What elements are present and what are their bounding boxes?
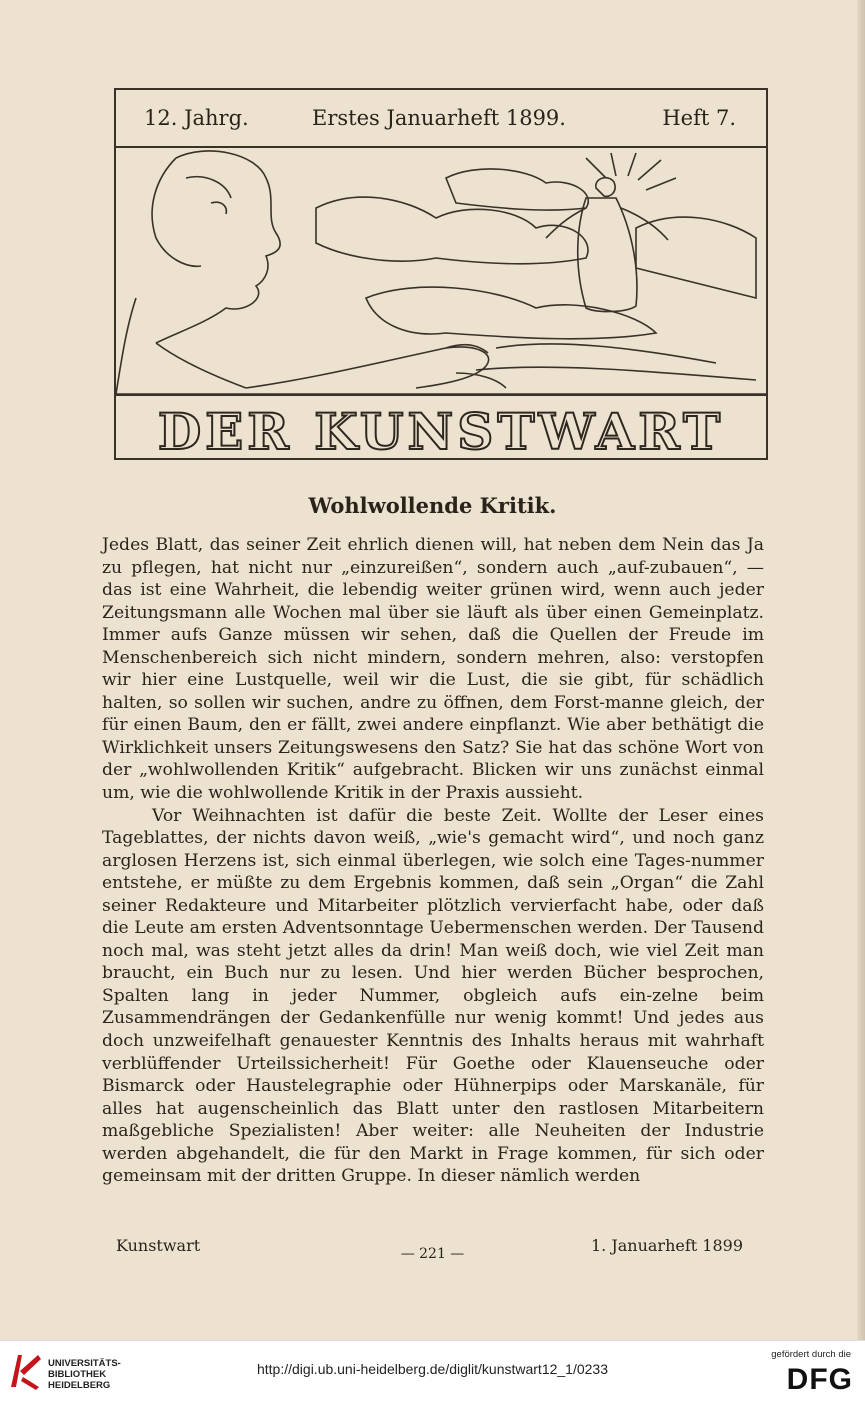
masthead-title: DER KUNSTWART bbox=[157, 402, 725, 461]
masthead-banner bbox=[116, 394, 766, 460]
footer-issue: 1. Januarheft 1899 bbox=[590, 1236, 743, 1255]
masthead-illustration bbox=[116, 148, 766, 394]
article-title: Wohlwollende Kritik. bbox=[308, 493, 557, 518]
masthead-frame bbox=[114, 88, 768, 460]
university-library-name: UNIVERSITÄTS- BIBLIOTHEK HEIDELBERG bbox=[48, 1358, 121, 1391]
volume-label: 12. Jahrg. bbox=[144, 106, 249, 130]
funding-note: gefördert durch die bbox=[771, 1349, 851, 1360]
issue-header bbox=[116, 90, 766, 148]
paragraph: Vor Weihnachten ist dafür die beste Zeit. Wollte der Leser eines Tageblattes, der nichts davon weiß, „wie's gemacht wird“, und noch ganz arglosen Herzens ist, sich einmal überlegen, wie solch eine Tages-nummer entstehe, er müßte zu dem Ergebnis kommen, daß sein „Organ“ die Zahl seiner Redakteure und Mitarbeiter plötzlich vervierfacht habe, oder daß die Leute am ersten Adventsonntage Uebermenschen werden. Der Tausend noch mal, was steht jetzt alles da drin! Man weiß doch, wie viel Zeit man braucht, ein Buch nur zu lesen. Und hier werden Bücher besprochen, Spalten lang in jeder Nummer, obgleich aufs ein-zelne beim Zusammendrängen der Gedankenfülle nur wenig kommt! Und jedes aus doch unzweifelhaft genauester Kenntnis des Inhalts heraus mit wahrhaft verblüffender Urteilssicherheit! Für Goethe oder Klauenseuche oder Bismarck oder Haustelegraphie oder Hühnerpips oder Marskanäle, für alles hat augenscheinlich das Blatt unter den rastlosen Mitarbeitern maßgebliche Spezialisten! Aber weiter: alle Neuheiten der Industrie werden abgehandelt, die für den Markt in Frage kommen, für sich oder gemeinsam mit der dritten Gruppe. In dieser nämlich werden bbox=[102, 805, 764, 1187]
article-body bbox=[102, 534, 764, 1188]
footer-journal: Kunstwart bbox=[116, 1236, 201, 1255]
issue-title: Erstes Januarheft 1899. bbox=[312, 106, 566, 130]
viewer-footer-bar bbox=[0, 1340, 865, 1403]
page-number: — 221 — bbox=[400, 1246, 465, 1262]
paragraph: Jedes Blatt, das seiner Zeit ehrlich dienen will, hat neben dem Nein das Ja zu pflegen, hat nicht nur „einzureißen“, sondern auch „auf-zubauen“, — das ist eine Wahrheit, die lebendig weiter grünen wird, wenn auch jeder Zeitungsmann alle Wochen mal über sie läuft als über einen Gemeinplatz. Immer aufs Ganze müssen wir sehen, daß die Quellen der Freude im Menschenbereich sich nicht mindern, sondern mehren, also: verstopfen wir hier eine Lustquelle, weil wir die Lust, die sie gibt, für schädlich halten, so sollen wir suchen, andre zu öffnen, dem Forst-manne gleich, der für einen Baum, den er fällt, zwei andere einpflanzt. Wie aber bethätigt die Wirklichkeit unsers Zeitungswesens den Satz? Sie hat das schöne Wort von der „wohlwollenden Kritik“ aufgebracht. Blicken wir uns zunächst einmal um, wie die wohlwollende Kritik in der Praxis aussieht. bbox=[102, 535, 764, 804]
dfg-logo: DFG bbox=[786, 1363, 853, 1396]
permalink-url[interactable]: http://digi.ub.uni-heidelberg.de/diglit/kunstwart12_1/0233 bbox=[256, 1361, 609, 1377]
issue-number: Heft 7. bbox=[662, 106, 736, 130]
